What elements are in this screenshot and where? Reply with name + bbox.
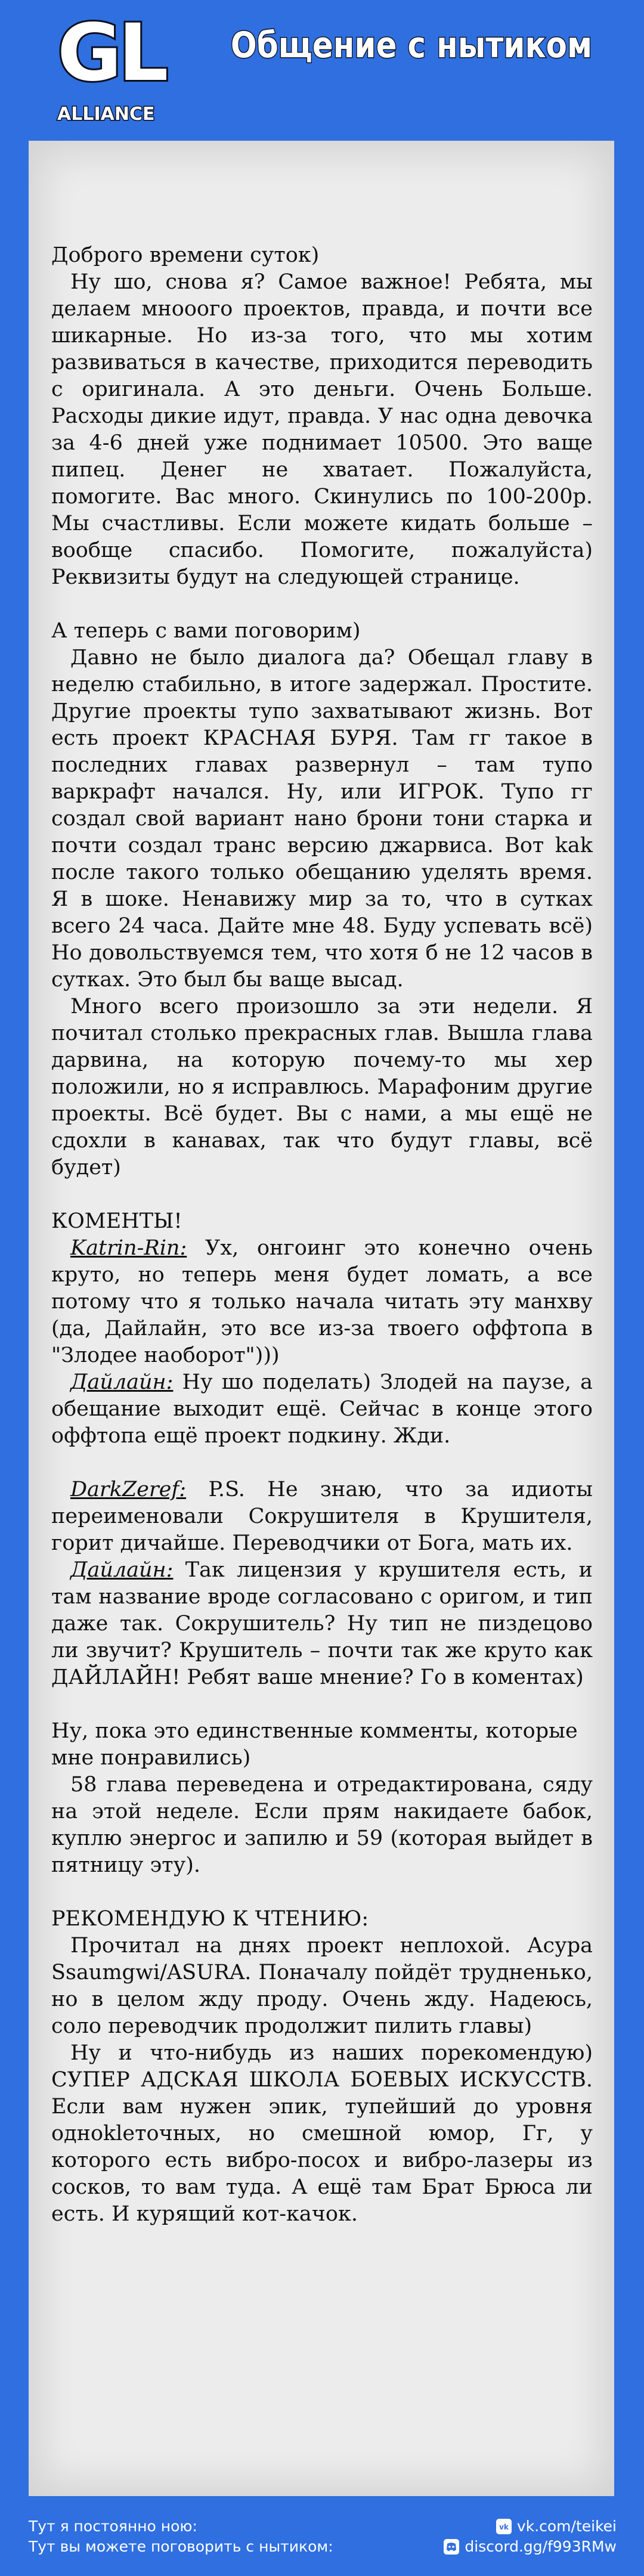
vk-icon [496, 2518, 512, 2535]
chapter-status-paragraph: 58 глава переведена и отредактирована, сяду на этой неделе. Если прям накидаете бабок, куплю энергос и запилю и 59 (которая выйдет в пятницу эту). [51, 1773, 593, 1877]
recommend-heading: РЕКОМЕНДУЮ К ЧТЕНИЮ: [51, 1907, 369, 1931]
vk-link[interactable]: vk.com/teikei [516, 2518, 617, 2535]
donation-paragraph: Ну шо, снова я? Самое важное! Ребята, мы делаем мнoooго проектов, правда, и почти все шикарные. Но из-за того, что мы хотим развиваться в качестве, приходится переводить с оригинала. А это деньги. Очень Больше. Расходы дикие идут, правда. У нас одна девочка за 4-6 дней уже поднимает 10500. Это ваще пипец. Денег не хватает. Пожалуйста, помогите. Вас много. Скинулись по 100-200р. Мы счастливы. Если можете кидать больше – вообще спасибо. Помогите, пожалуйста) Реквизиты будут на следующей странице. [51, 270, 593, 589]
logo-sub-text: ALLIANCE [57, 104, 155, 125]
footer-captions [29, 2516, 333, 2557]
spacer [51, 1691, 593, 1718]
spacer [51, 1879, 593, 1906]
header [0, 0, 644, 141]
logo-main-text: GL [57, 7, 165, 99]
reply-dailain-1 [51, 1369, 593, 1450]
comment-katrin [51, 1235, 593, 1369]
footer [0, 2496, 644, 2576]
discord-link-row[interactable] [443, 2537, 617, 2557]
only-comments-heading: Ну, пока это единственные комменты, которые мне понравились) [51, 1719, 578, 1770]
recommend-paragraph-2: Ну и что-нибудь из наших порекомендую) СУПЕР АДСКАЯ ШКОЛА БОЕВЫХ ИСКУССТВ. Если вам нужен эпик, тупейший до уровня однoklеточных, но смешной юмор, Гг, у которого есть вибро-посох и вибро-лазеры из сосков, то вам туда. А ещё там Брат Брюса ли есть. И курящий кот-качок. [51, 2041, 593, 2226]
spacer [51, 1450, 593, 1476]
talk-paragraph-2: Много всего произошло за эти недели. Я почитал столько прекрасных глав. Вышла глава дарвина, на которую почему-то мы хер положили, но я исправлюсь. Марафоним другие проекты. Всё будет. Вы с нами, а мы ещё не сдохли в канавах, так что будут главы, всё будет) [51, 995, 593, 1179]
comment-author: Katrin-Rin: [70, 1236, 187, 1260]
comment-darkzeref [51, 1476, 593, 1557]
svg-text:vk: vk [499, 2523, 509, 2531]
reply-text: Так лицензия у крушителя есть, и там название вроде согласовано с оригом, и тип даже так. Сокрушитель? Ну тип не пиздецово ли звучит? Крушитель – почти так же круто как ДАЙЛАЙН! Ребят ваше мнение? Го в коментах) [51, 1558, 593, 1689]
recommend-paragraph-1: Прочитал на днях проект неплохой. Асура Ssaumgwi/ASURA. Поначалу пойдёт трудненько, но в целом жду проду. Очень жду. Надеюсь, соло переводчик продолжит пилить главы) [51, 1934, 593, 2038]
discord-link[interactable]: discord.gg/f993RMw [465, 2538, 617, 2555]
spacer [51, 1181, 593, 1208]
footer-caption-vk: Тут я постоянно ною: [29, 2518, 197, 2535]
article-body [51, 242, 593, 2228]
spacer [51, 591, 593, 618]
footer-caption-discord: Тут вы можете поговорить с нытиком: [29, 2538, 333, 2555]
comments-heading: КОМЕНТЫ! [51, 1209, 182, 1233]
talk-heading: А теперь с вами поговорим) [51, 619, 361, 643]
page-title: Общение с нытиком [230, 24, 593, 66]
gl-alliance-logo [57, 7, 165, 132]
discord-icon [443, 2538, 460, 2555]
comment-text: P.S. Не знаю, что за идиоты переименовали Сокрушителя в Крушителя, горит дичайше. Переводчики от Бога, мать их. [51, 1478, 593, 1555]
reply-text: Ну шо поделать) Злодей на паузе, а обещание выходит ещё. Сейчас в конце этого оффтопа ещё проект подкину. Жди. [51, 1370, 593, 1448]
greeting-heading: Доброго времени суток) [51, 243, 320, 267]
comment-author: DarkZeref: [70, 1478, 187, 1501]
talk-paragraph-1: Давно не было диалога да? Обещал главу в неделю стабильно, в итоге задержал. Простите. Другие проекты тупо захватывают жизнь. Вот есть проект КРАСНАЯ БУРЯ. Там гг такое в последних главах развернул – там тупо варкрафт начался. Ну, или ИГРОК. Тупо гг создал свой вариант нано брони тони старка и почти создал транс версию джарвиса. Вот kak после такого только обещанию уделять время. Я в шоке. Ненавижу мир за то, что в сутках всего 24 часа. Дайте мне 48. Буду успевать всё) Но довольствуемся тем, что хотя б не 12 часов в сутках. Это был бы ваще высад. [51, 646, 593, 992]
reply-author: Дайлайн: [70, 1370, 174, 1394]
vk-link-row[interactable] [443, 2516, 617, 2537]
reply-author: Дайлайн: [70, 1558, 174, 1582]
comment-text: Ух, онгоинг это конечно очень круто, но теперь меня будет ломать, а все потому что я только начала читать эту манхву (да, Дайлайн, это все из-за твоего оффтопа в "Злодее наоборот"))) [51, 1236, 593, 1367]
reply-dailain-2 [51, 1557, 593, 1691]
footer-links [443, 2516, 617, 2557]
